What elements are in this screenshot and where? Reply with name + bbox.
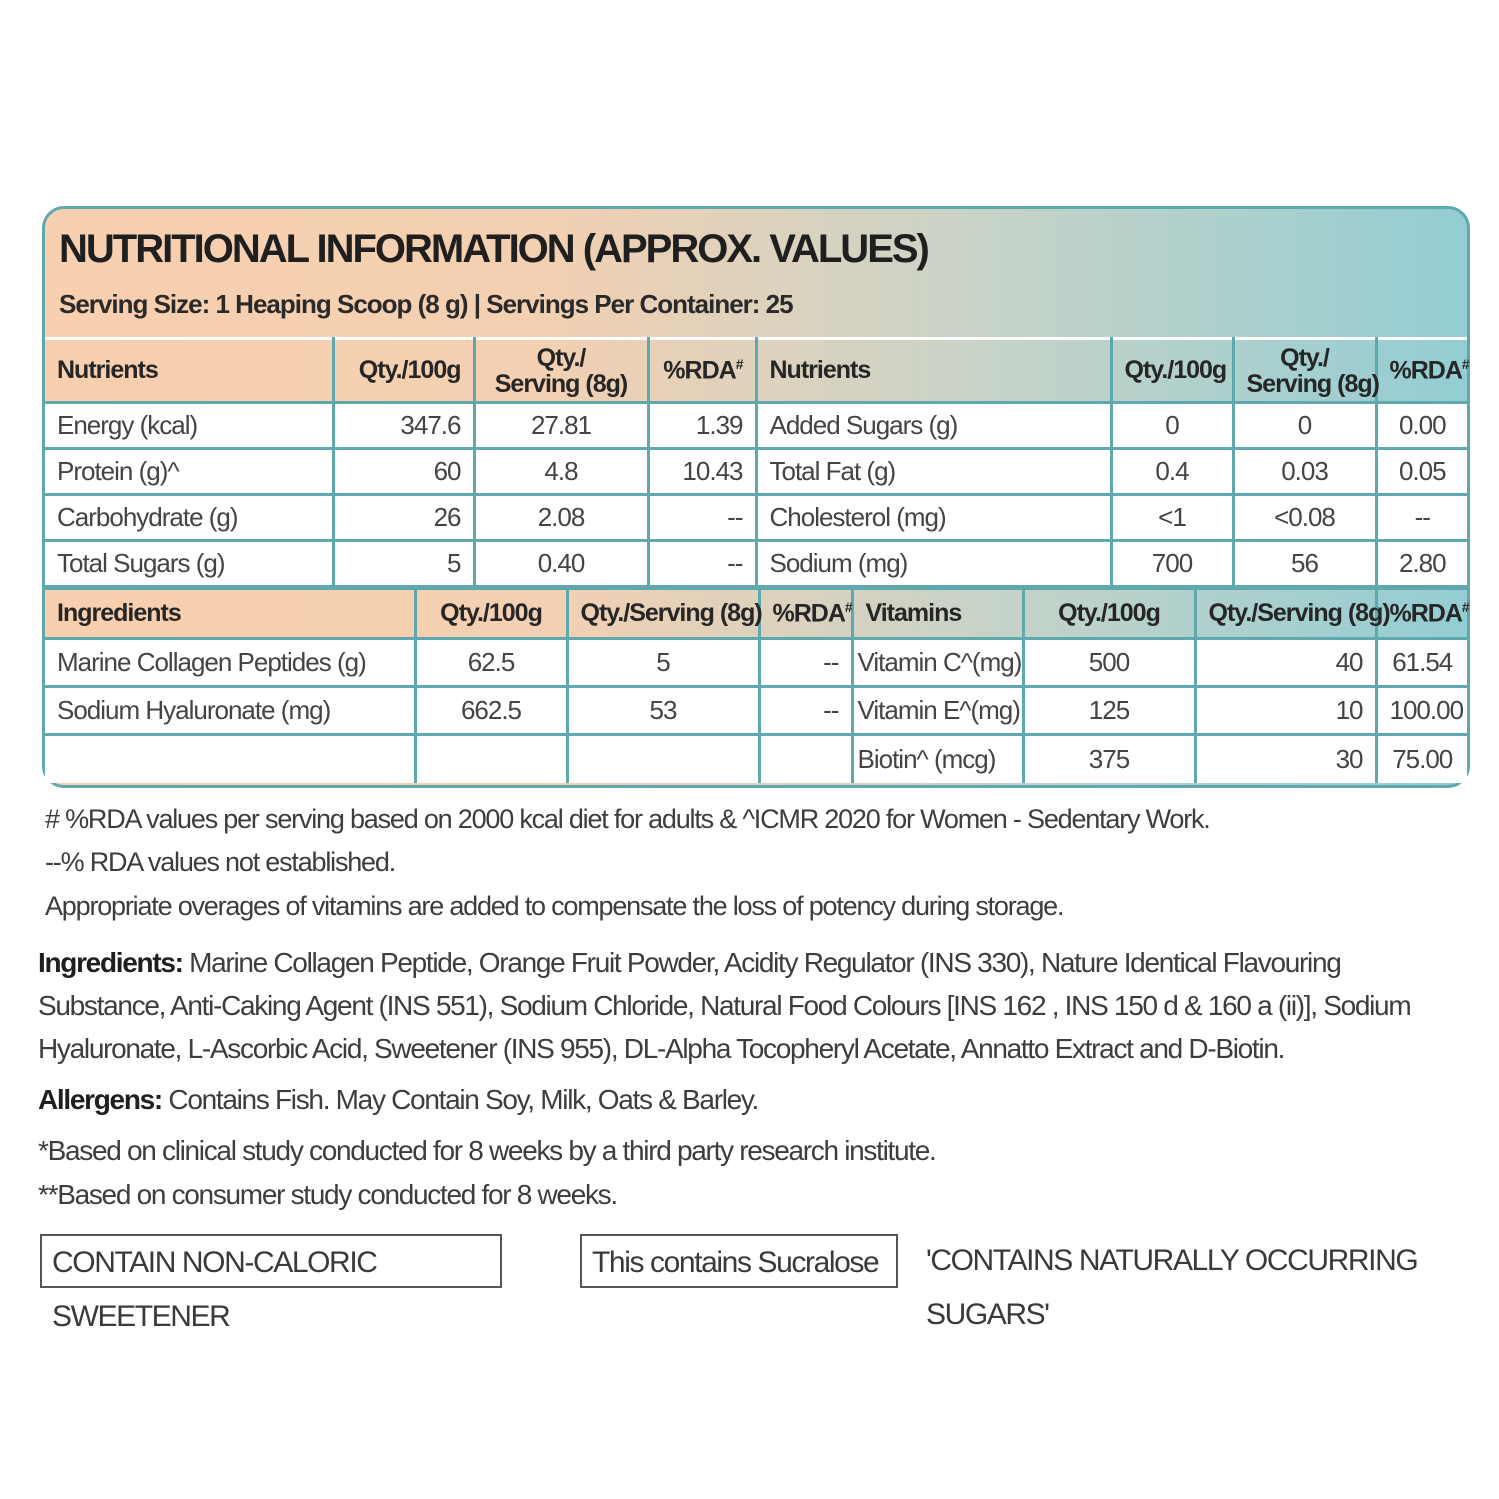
col-qty-100g-2: Qty./100g — [1023, 589, 1195, 639]
table-cell: 0.05 — [1376, 449, 1467, 495]
table-cell: 75.00 — [1376, 735, 1467, 783]
table-cell: Sodium (mg) — [756, 541, 1111, 587]
table-cell: 2.80 — [1376, 541, 1467, 587]
consumer-study-note: **Based on consumer study conducted for 8 weeks. — [38, 1179, 617, 1210]
table-cell — [759, 735, 852, 783]
col-nutrients-2: Nutrients — [756, 339, 1111, 403]
table-cell: 10.43 — [648, 449, 756, 495]
ingredients-vitamins-table — [45, 587, 1467, 783]
table-row — [45, 403, 1467, 449]
table-cell: 5 — [567, 639, 759, 687]
col-qty-serving-2: Qty./Serving (8g) — [1195, 589, 1376, 639]
table-cell: 53 — [567, 687, 759, 735]
overages-note: Appropriate overages of vitamins are added to compensate the loss of potency during storage. — [45, 891, 1064, 921]
table-cell — [567, 735, 759, 783]
col-rda-2: %RDA# — [1376, 339, 1467, 403]
table-cell: -- — [648, 541, 756, 587]
allergens: Allergens: Contains Fish. May Contain Soy, Milk, Oats & Barley. — [38, 1084, 759, 1115]
table-cell: Protein (g)^ — [45, 449, 333, 495]
table-cell: 27.81 — [474, 403, 648, 449]
col-nutrients: Nutrients — [45, 339, 333, 403]
table-cell: Vitamin C^(mg) — [852, 639, 1023, 687]
table-cell: Energy (kcal) — [45, 403, 333, 449]
table-row — [45, 495, 1467, 541]
table-row — [45, 449, 1467, 495]
table-cell: 61.54 — [1376, 639, 1467, 687]
clinical-study-note: *Based on clinical study conducted for 8 weeks by a third party research institute. — [38, 1135, 936, 1166]
table-cell: Cholesterol (mg) — [756, 495, 1111, 541]
table-cell: 4.8 — [474, 449, 648, 495]
table-cell: Total Sugars (g) — [45, 541, 333, 587]
table-cell: Sodium Hyaluronate (mg) — [45, 687, 415, 735]
table-cell: 1.39 — [648, 403, 756, 449]
table-cell: 0.00 — [1376, 403, 1467, 449]
table-cell: 0.4 — [1111, 449, 1233, 495]
table-cell: 0.03 — [1233, 449, 1376, 495]
rda-not-established-note: --% RDA values not established. — [45, 847, 395, 877]
col-qty-serving: Qty./Serving (8g) — [567, 589, 759, 639]
sucralose-badge: This contains Sucralose — [580, 1234, 898, 1288]
table-cell: Added Sugars (g) — [756, 403, 1111, 449]
natural-sugars-statement: 'CONTAINS NATURALLY OCCURRING SUGARS' — [926, 1244, 1418, 1331]
table-cell: 40 — [1195, 639, 1376, 687]
col-rda: %RDA# — [759, 589, 852, 639]
table-cell: -- — [1376, 495, 1467, 541]
table-cell — [45, 735, 415, 783]
col-rda-2: %RDA# — [1376, 589, 1467, 639]
nutrition-panel — [42, 206, 1470, 788]
table-cell: 0 — [1233, 403, 1376, 449]
table-row — [45, 639, 1467, 687]
table-cell: 2.08 — [474, 495, 648, 541]
table-cell: Carbohydrate (g) — [45, 495, 333, 541]
table-cell: 62.5 — [415, 639, 567, 687]
col-qty-100g: Qty./100g — [333, 339, 474, 403]
ingredients-list: Ingredients: Marine Collagen Peptide, Orange Fruit Powder, Acidity Regulator (INS 330), Nature Identical Flavouring Substance, Anti-Caking Agent (INS 551), Sodium Chloride, Natural Food Colours [INS 162 , INS 150 d & 160 a (ii)], Sodium Hyaluronate, L-Ascorbic Acid, Sweetener (INS 955), DL-Alpha Tocopheryl Acetate, Annatto Extract and D-Biotin. — [38, 947, 1411, 1064]
table-cell: 0.40 — [474, 541, 648, 587]
table-header-row — [45, 339, 1467, 403]
nutrients-table — [45, 337, 1467, 588]
table-cell: Vitamin E^(mg) — [852, 687, 1023, 735]
table-cell: -- — [648, 495, 756, 541]
table-cell: 125 — [1023, 687, 1195, 735]
rda-footnote: # %RDA values per serving based on 2000 kcal diet for adults & ^ICMR 2020 for Women - Sedentary Work. — [45, 804, 1210, 834]
table-cell: <1 — [1111, 495, 1233, 541]
table-cell: 662.5 — [415, 687, 567, 735]
table-cell: 347.6 — [333, 403, 474, 449]
table-cell: 375 — [1023, 735, 1195, 783]
table-cell: 5 — [333, 541, 474, 587]
table-cell: 56 — [1233, 541, 1376, 587]
table-cell: <0.08 — [1233, 495, 1376, 541]
col-vitamins: Vitamins — [852, 589, 1023, 639]
col-qty-serving-2: Qty./ Serving (8g) — [1233, 339, 1376, 403]
table-cell: -- — [759, 687, 852, 735]
table-row — [45, 687, 1467, 735]
table-cell: 500 — [1023, 639, 1195, 687]
table-cell: 26 — [333, 495, 474, 541]
serving-info: Serving Size: 1 Heaping Scoop (8 g) | Servings Per Container: 25 — [59, 289, 793, 319]
table-cell — [415, 735, 567, 783]
table-cell: 0 — [1111, 403, 1233, 449]
table-row — [45, 735, 1467, 783]
table-cell: 700 — [1111, 541, 1233, 587]
table-row — [45, 541, 1467, 587]
table-cell: Total Fat (g) — [756, 449, 1111, 495]
col-qty-serving: Qty./ Serving (8g) — [474, 339, 648, 403]
table-cell: 10 — [1195, 687, 1376, 735]
col-rda: %RDA# — [648, 339, 756, 403]
panel-title: NUTRITIONAL INFORMATION (APPROX. VALUES) — [59, 227, 928, 271]
table-cell: 60 — [333, 449, 474, 495]
table-cell: -- — [759, 639, 852, 687]
table-cell: Biotin^ (mcg) — [852, 735, 1023, 783]
table-header-row — [45, 589, 1467, 639]
col-ingredients: Ingredients — [45, 589, 415, 639]
col-qty-100g: Qty./100g — [415, 589, 567, 639]
table-cell: 100.00 — [1376, 687, 1467, 735]
non-caloric-sweetener-badge: CONTAIN NON-CALORIC SWEETENER — [40, 1234, 502, 1288]
table-cell: Marine Collagen Peptides (g) — [45, 639, 415, 687]
col-qty-100g-2: Qty./100g — [1111, 339, 1233, 403]
table-cell: 30 — [1195, 735, 1376, 783]
